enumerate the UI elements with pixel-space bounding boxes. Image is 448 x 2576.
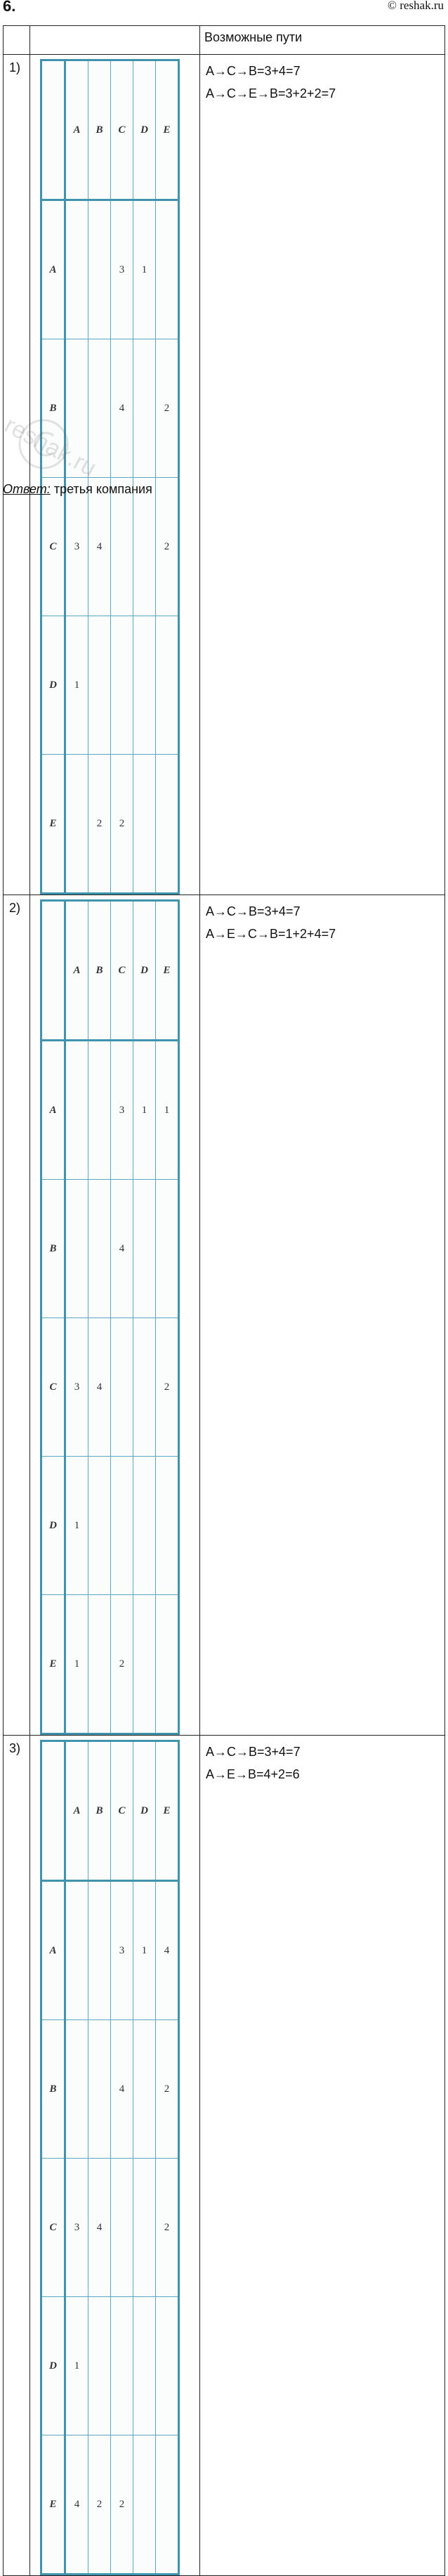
matrix-value — [65, 755, 88, 894]
company-row — [4, 1736, 445, 2576]
matrix-value — [133, 1457, 156, 1595]
matrix-value: 2 — [111, 2435, 133, 2575]
matrix-value: 3 — [111, 200, 133, 339]
matrix-row-header: A — [41, 1881, 65, 2020]
row-number: 3) — [4, 1736, 30, 2576]
matrix-value — [65, 1881, 88, 2020]
company-row — [4, 55, 445, 895]
matrix-value — [88, 2297, 111, 2435]
matrix-value: 2 — [88, 2435, 111, 2575]
matrix-value — [156, 2297, 179, 2435]
task-number: 6. — [3, 0, 16, 15]
matrix-row — [41, 200, 179, 339]
copyright-notice: © reshak.ru — [388, 0, 444, 12]
matrix-value — [133, 616, 156, 755]
matrix-row-header: A — [41, 1041, 65, 1180]
matrix-value: 4 — [88, 2159, 111, 2297]
matrix-value — [156, 755, 179, 894]
matrix-row-header: B — [41, 2020, 65, 2159]
matrix-value — [88, 1041, 111, 1180]
matrix-value — [133, 478, 156, 616]
matrix-row — [41, 1595, 179, 1734]
matrix-column-header: D — [133, 60, 156, 200]
matrix-row — [41, 1881, 179, 2020]
matrix-value — [111, 2297, 133, 2435]
matrix-value — [111, 616, 133, 755]
matrix-row-header: C — [41, 2159, 65, 2297]
matrix-column-header: A — [65, 60, 88, 200]
header-row — [4, 26, 445, 55]
distance-matrix — [40, 899, 180, 1735]
row-number: 1) — [4, 55, 30, 895]
matrix-value: 3 — [111, 1881, 133, 2020]
matrix-value: 3 — [111, 1041, 133, 1180]
matrix-value: 1 — [65, 1457, 88, 1595]
matrix-column-header: D — [133, 901, 156, 1041]
matrix-value — [88, 616, 111, 755]
matrix-row — [41, 1318, 179, 1457]
matrix-value: 2 — [156, 339, 179, 478]
matrix-value — [65, 1041, 88, 1180]
matrix-row-header: E — [41, 755, 65, 894]
matrix-column-header: B — [88, 1741, 111, 1881]
matrix-value — [111, 2159, 133, 2297]
matrix-value: 1 — [133, 1041, 156, 1180]
matrix-value: 4 — [111, 2020, 133, 2159]
matrix-column-header: C — [111, 1741, 133, 1881]
matrix-value — [88, 1180, 111, 1318]
matrix-row — [41, 1041, 179, 1180]
matrix-row-header: D — [41, 616, 65, 755]
matrix-value: 1 — [65, 2297, 88, 2435]
matrix-column-header: B — [88, 901, 111, 1041]
matrix-value — [111, 1457, 133, 1595]
matrix-value — [65, 2020, 88, 2159]
matrix-corner — [41, 60, 65, 200]
matrix-value: 2 — [156, 478, 179, 616]
matrix-column-header: E — [156, 1741, 179, 1881]
matrix-value — [133, 1595, 156, 1734]
matrix-value — [156, 1180, 179, 1318]
matrix-value — [111, 478, 133, 616]
matrix-value: 4 — [88, 1318, 111, 1457]
answer — [3, 482, 152, 497]
matrix-row — [41, 2159, 179, 2297]
solution-table — [3, 25, 445, 2576]
matrix-row-header: B — [41, 1180, 65, 1318]
matrix-row — [41, 616, 179, 755]
matrix-value — [156, 1595, 179, 1734]
matrix-row — [41, 2020, 179, 2159]
matrix-header-row — [41, 1741, 179, 1881]
path-line: A→E→B=4+2=6 — [206, 1767, 300, 1781]
company-row — [4, 895, 445, 1736]
matrix-row — [41, 2297, 179, 2435]
matrix-value — [133, 1318, 156, 1457]
matrix-value: 2 — [156, 2020, 179, 2159]
matrix-value — [88, 2020, 111, 2159]
matrix-column-header: E — [156, 60, 179, 200]
matrix-value — [133, 755, 156, 894]
matrix-cell — [30, 55, 200, 895]
matrix-row-header: B — [41, 339, 65, 478]
matrix-value: 4 — [111, 1180, 133, 1318]
matrix-value: 2 — [111, 1595, 133, 1734]
paths-cell — [200, 1736, 445, 2576]
matrix-cell — [30, 895, 200, 1736]
matrix-value — [133, 2435, 156, 2575]
matrix-value — [156, 200, 179, 339]
distance-matrix — [40, 1740, 180, 2575]
matrix-value: 1 — [133, 1881, 156, 2020]
matrix-cell — [30, 1736, 200, 2576]
matrix-row-header: A — [41, 200, 65, 339]
header-paths-label: Возможные пути — [200, 26, 445, 55]
path-line: A→C→B=3+4=7 — [206, 64, 301, 78]
matrix-column-header: A — [65, 901, 88, 1041]
matrix-value: 1 — [156, 1041, 179, 1180]
matrix-value: 3 — [65, 478, 88, 616]
matrix-value — [88, 1457, 111, 1595]
matrix-value — [133, 2020, 156, 2159]
matrix-value: 2 — [156, 2159, 179, 2297]
matrix-value: 1 — [133, 200, 156, 339]
matrix-value — [133, 1180, 156, 1318]
matrix-row-header: C — [41, 478, 65, 616]
matrix-value — [65, 339, 88, 478]
matrix-row-header: D — [41, 2297, 65, 2435]
matrix-value — [65, 200, 88, 339]
matrix-value — [111, 1318, 133, 1457]
matrix-column-header: C — [111, 60, 133, 200]
matrix-row-header: E — [41, 2435, 65, 2575]
matrix-column-header: B — [88, 60, 111, 200]
matrix-value — [133, 2159, 156, 2297]
watermark-text: reshak.ru — [0, 411, 101, 482]
matrix-corner — [41, 1741, 65, 1881]
matrix-value — [88, 200, 111, 339]
matrix-value — [133, 339, 156, 478]
paths-cell — [200, 895, 445, 1736]
path-line: A→E→C→B=1+2+4=7 — [206, 926, 336, 941]
matrix-value — [88, 1881, 111, 2020]
matrix-header-row — [41, 901, 179, 1041]
matrix-corner — [41, 901, 65, 1041]
matrix-value: 3 — [65, 2159, 88, 2297]
matrix-value: 2 — [88, 755, 111, 894]
matrix-value: 1 — [65, 1595, 88, 1734]
matrix-column-header: E — [156, 901, 179, 1041]
matrix-value: 4 — [111, 339, 133, 478]
matrix-row — [41, 1457, 179, 1595]
matrix-row — [41, 755, 179, 894]
matrix-value — [156, 1457, 179, 1595]
header-empty-cell — [4, 26, 30, 55]
matrix-column-header: A — [65, 1741, 88, 1881]
distance-matrix — [40, 59, 180, 895]
paths-cell — [200, 55, 445, 895]
matrix-value — [156, 2435, 179, 2575]
matrix-value: 4 — [65, 2435, 88, 2575]
row-number: 2) — [4, 895, 30, 1736]
answer-label: Ответ: — [3, 482, 51, 496]
matrix-row — [41, 339, 179, 478]
path-line: A→C→B=3+4=7 — [206, 1745, 301, 1759]
matrix-row-header: D — [41, 1457, 65, 1595]
matrix-column-header: C — [111, 901, 133, 1041]
path-line: A→C→E→B=3+2+2=7 — [206, 86, 336, 100]
matrix-value — [133, 2297, 156, 2435]
matrix-value: 3 — [65, 1318, 88, 1457]
matrix-value: 2 — [156, 1318, 179, 1457]
matrix-row-header: E — [41, 1595, 65, 1734]
matrix-value — [88, 1595, 111, 1734]
answer-text: третья компания — [53, 482, 152, 496]
matrix-row-header: C — [41, 1318, 65, 1457]
matrix-value: 4 — [156, 1881, 179, 2020]
path-line: A→C→B=3+4=7 — [206, 904, 301, 918]
matrix-value: 4 — [88, 478, 111, 616]
matrix-value — [65, 1180, 88, 1318]
header-empty-cell — [30, 26, 200, 55]
matrix-column-header: D — [133, 1741, 156, 1881]
matrix-value — [88, 339, 111, 478]
matrix-value — [156, 616, 179, 755]
matrix-header-row — [41, 60, 179, 200]
matrix-value: 1 — [65, 616, 88, 755]
matrix-value: 2 — [111, 755, 133, 894]
matrix-row — [41, 1180, 179, 1318]
matrix-row — [41, 2435, 179, 2575]
matrix-row — [41, 478, 179, 616]
